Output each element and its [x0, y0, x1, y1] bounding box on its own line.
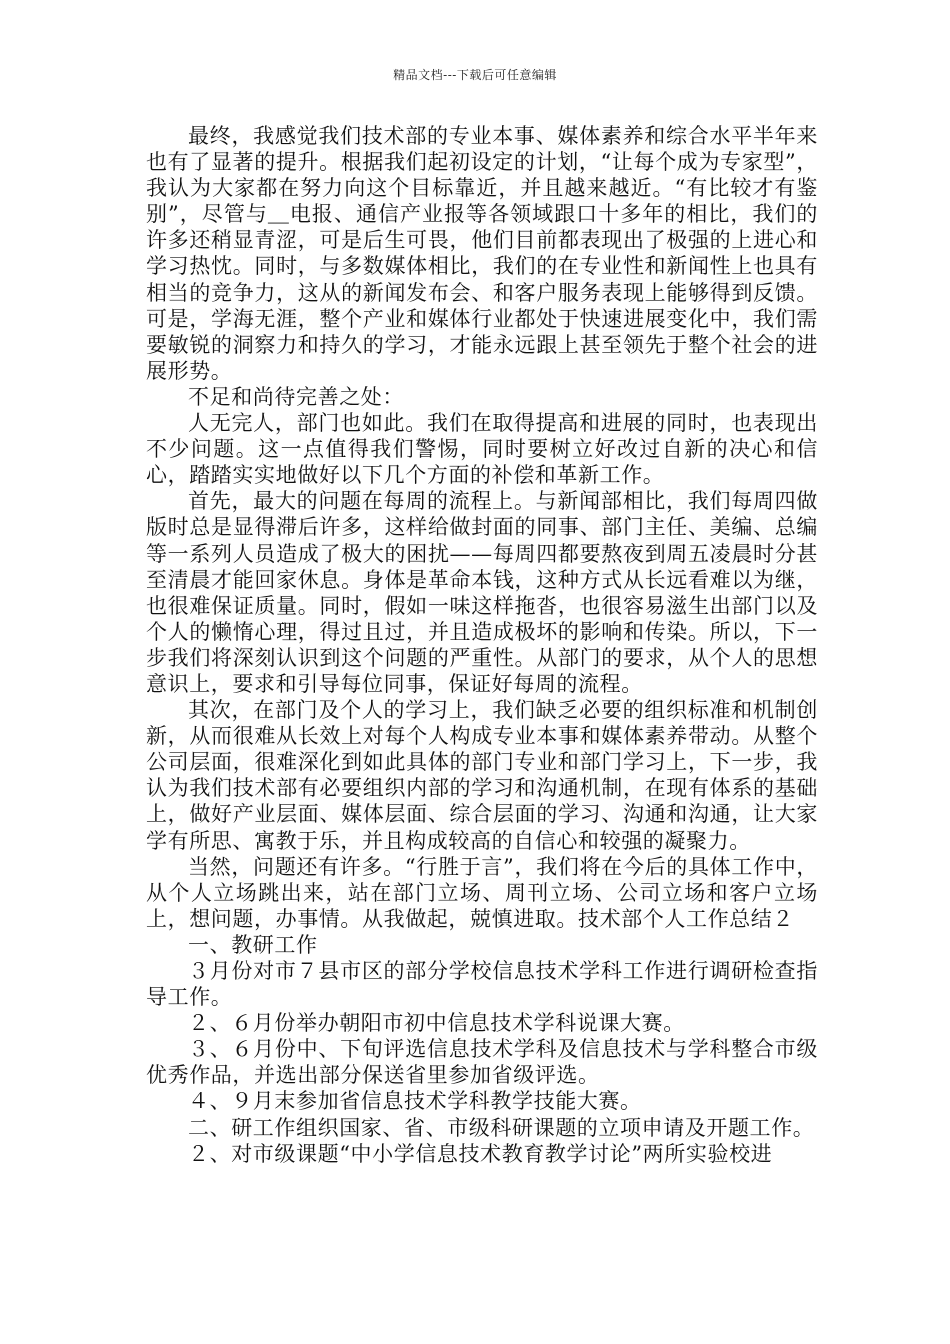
paragraph-nobody-perfect: 人无完人，部门也如此。我们在取得提高和进展的同时，也表现出不少问题。这一点值得我们警惕，同时要树立好改过自新的决心和信心，踏踏实实地做好以下几个方面的补偿和革新工作。: [146, 411, 818, 488]
paragraph-first-issue: 首先，最大的问题在每周的流程上。与新闻部相比，我们每周四做版时总是显得滞后许多，这样给做封面的同事、部门主任、美编、总编等一系列人员造成了极大的困扰——每周四都要熬夜到周五凌晨时分甚至清晨才能回家休息。身体是革命本钱，这种方式从长远看难以为继，也很难保证质量。同时，假如一味这样拖沓，也很容易滋生出部门以及个人的懒惰心理，得过且过，并且造成极坏的影响和传染。所以，下一步我们将深刻认识到这个问题的严重性。从部门的要求，从个人的思想意识上，要求和引导每位同事，保证好每周的流程。: [146, 489, 818, 696]
paragraph-summary: 最终，我感觉我们技术部的专业本事、媒体素养和综合水平半年来也有了显著的提升。根据我们起初设定的计划，“让每个成为专家型”，我认为大家都在努力向这个目标靠近，并且越来越近。“有比较才有鉴别”，尽管与＿电报、通信产业报等各领域跟口十多年的相比，我们的许多还稍显青涩，可是后生可畏，他们目前都表现出了极强的上进心和学习热忱。同时，与多数媒体相比，我们的在专业性和新闻性上也具有相当的竞争力，这从的新闻发布会、和客户服务表现上能够得到反馈。可是，学海无涯，整个产业和媒体行业都处于快速进展变化中，我们需要敏锐的洞察力和持久的学习，才能永远跟上甚至领先于整个社会的进展形势。: [146, 124, 818, 383]
paragraph-shortcomings-heading: 不足和尚待完善之处：: [188, 384, 404, 409]
paragraph-second-issue: 其次，在部门及个人的学习上，我们缺乏必要的组织标准和机制创新，从而很难从长效上对每个人构成专业本事和媒体素养带动。从整个公司层面，很难深化到如此具体的部门专业和部门学习上，下一步，我认为我们技术部有必要组织内部的学习和沟通机制，在现有体系的基础上，做好产业层面、媒体层面、综合层面的学习、沟通和沟通，让大家学有所思、寓教于乐，并且构成较高的自信心和较强的凝聚力。: [146, 698, 818, 853]
list-item: ２、对市级课题“中小学信息技术教育教学讨论”两所实验校进: [188, 1141, 773, 1166]
page-header: 精品文档---下载后可任意编辑: [393, 68, 557, 82]
paragraph-conclusion: 当然，问题还有许多。“行胜于言”，我们将在今后的具体工作中，从个人立场跳出来，站在部门立场、周刊立场、公司立场和客户立场上，想问题，办事情。从我做起，兢慎进取。技术部个人工作总结２: [146, 854, 818, 931]
list-item: ３月份对市７县市区的部分学校信息技术学科工作进行调研检查指导工作。: [146, 959, 818, 1010]
document-body: [146, 123, 818, 1167]
section-heading-science-research: 二、研工作组织国家、省、市级科研课题的立项申请及开题工作。: [188, 1115, 815, 1140]
list-item: ３、６月份中、下旬评选信息技术学科及信息技术与学科整合市级优秀作品，并选出部分保送省里参加省级评选。: [146, 1037, 818, 1088]
list-item: ４、９月末参加省信息技术学科教学技能大赛。: [188, 1089, 642, 1114]
list-item: ２、６月份举办朝阳市初中信息技术学科说课大赛。: [188, 1011, 685, 1036]
section-heading-research: 一、教研工作: [188, 932, 318, 957]
